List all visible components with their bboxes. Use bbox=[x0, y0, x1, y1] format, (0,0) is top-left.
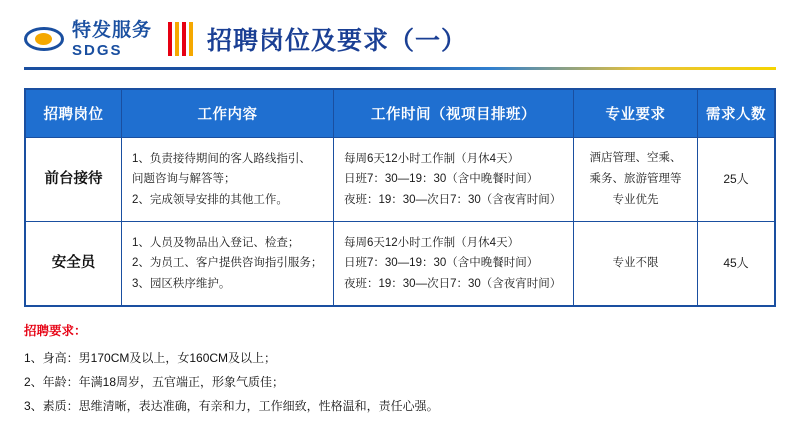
time-line: 夜班：19：30—次日7：30（含夜宵时间） bbox=[344, 277, 562, 290]
page-title: 招聘岗位及要求（一） bbox=[207, 27, 468, 55]
major-line: 专业不限 bbox=[612, 257, 659, 270]
content-line: 问题咨询与解答等； bbox=[132, 173, 236, 186]
requirement-item: 1、身高：男170CM及以上，女160CM及以上； bbox=[24, 351, 277, 365]
cell-content bbox=[122, 222, 334, 306]
table-body bbox=[26, 138, 775, 306]
content-line: 1、负责接待期间的客人路线指引、 bbox=[132, 153, 311, 166]
content-line: 2、为员工、客户提供咨询指引服务； bbox=[132, 257, 323, 270]
sunrise-logo-icon bbox=[24, 24, 66, 54]
logo-english-name: SDGS bbox=[72, 41, 123, 59]
major-line: 专业优先 bbox=[612, 193, 659, 206]
major-line: 酒店管理、空乘、 bbox=[589, 152, 682, 165]
cell-count: 25人 bbox=[698, 138, 775, 222]
requirements-title: 招聘要求： bbox=[24, 324, 87, 338]
header-divider bbox=[24, 67, 776, 70]
time-line: 每周6天12小时工作制（月休4天） bbox=[344, 237, 520, 250]
cell-post: 安全员 bbox=[26, 222, 122, 306]
cell-major bbox=[574, 138, 698, 222]
column-header-post: 招聘岗位 bbox=[26, 90, 122, 138]
jobs-table-wrapper bbox=[24, 88, 776, 307]
logo-text bbox=[72, 21, 152, 58]
logo-chinese-name: 特发服务 bbox=[72, 19, 153, 41]
cell-content bbox=[122, 138, 334, 222]
decorative-bars-icon bbox=[168, 22, 193, 56]
cell-count: 45人 bbox=[698, 222, 775, 306]
column-header-content: 工作内容 bbox=[122, 90, 334, 138]
table-row bbox=[26, 222, 775, 306]
time-line: 夜班：19：30—次日7：30（含夜宵时间） bbox=[344, 193, 562, 206]
column-header-major: 专业要求 bbox=[574, 90, 698, 138]
time-line: 每周6天12小时工作制（月休4天） bbox=[344, 153, 520, 166]
column-header-time: 工作时间（视项目排班） bbox=[334, 90, 574, 138]
jobs-table bbox=[25, 89, 775, 306]
table-row bbox=[26, 138, 775, 222]
table-header-row bbox=[26, 90, 775, 138]
requirements-section bbox=[24, 321, 776, 418]
cell-time bbox=[334, 222, 574, 306]
time-line: 日班7：30—19：30（含中晚餐时间） bbox=[344, 257, 539, 270]
content-line: 1、人员及物品出入登记、检查； bbox=[132, 237, 300, 250]
table-header bbox=[26, 90, 775, 138]
content-line: 3、园区秩序维护。 bbox=[132, 277, 231, 290]
requirement-item: 2、年龄：年满18周岁，五官端正，形象气质佳； bbox=[24, 375, 285, 389]
cell-time bbox=[334, 138, 574, 222]
time-line: 日班7：30—19：30（含中晚餐时间） bbox=[344, 173, 539, 186]
company-logo bbox=[24, 21, 156, 58]
major-line: 乘务、旅游管理等 bbox=[589, 173, 682, 186]
column-header-count: 需求人数 bbox=[698, 90, 775, 138]
requirement-item: 3、素质：思维清晰，表达准确，有亲和力，工作细致，性格温和，责任心强。 bbox=[24, 399, 439, 413]
cell-post: 前台接待 bbox=[26, 138, 122, 222]
content-line: 2、完成领导安排的其他工作。 bbox=[132, 193, 288, 206]
cell-major bbox=[574, 222, 698, 306]
page-header bbox=[0, 0, 800, 78]
